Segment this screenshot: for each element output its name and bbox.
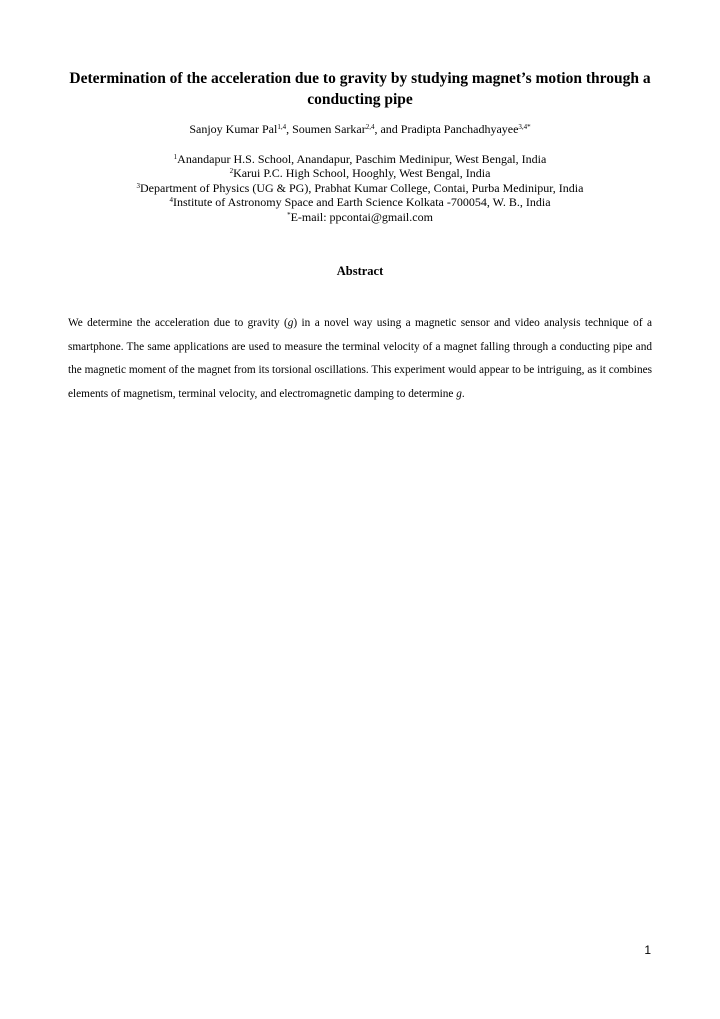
- affiliation-text: E-mail: ppcontai@gmail.com: [290, 209, 433, 224]
- page-number: 1: [644, 943, 651, 957]
- affiliation: [60, 152, 660, 166]
- affiliation-text: Karui P.C. High School, Hooghly, West Bengal, India: [233, 166, 491, 181]
- author: [401, 122, 531, 136]
- affiliation-mark: 2: [229, 167, 234, 176]
- author: [189, 122, 292, 136]
- affiliation-mark: 3: [136, 181, 141, 190]
- affiliation: [60, 195, 660, 209]
- author-name: Soumen Sarkar: [292, 122, 366, 136]
- abstract-segment: ) in a novel way using a magnetic sensor and video analysis technique of a smartphone. The same applications are used to measure the terminal velocity of a magnet falling through a conducting pipe and the magnetic moment of the magnet from its torsional oscillations. This experiment would appear to be intriguing, as it combines elements of magnetism, terminal velocity, and electromagnetic damping to determine: [68, 317, 652, 400]
- author-name: Pradipta Panchadhyayee: [400, 122, 519, 136]
- author-list: [60, 121, 660, 137]
- affiliation-list: [60, 152, 660, 224]
- abstract-segment: .: [461, 387, 465, 400]
- affiliation-marks: 3,4*: [518, 123, 531, 131]
- affiliation-mark: 1: [173, 153, 178, 161]
- author-separator: ,: [286, 122, 293, 136]
- abstract-segment: We determine the acceleration due to gravity (: [68, 317, 288, 329]
- abstract-symbol: g: [456, 387, 462, 400]
- abstract-symbol: g: [287, 317, 294, 329]
- affiliation-marks: 2,4: [365, 123, 375, 131]
- affiliation: [60, 181, 660, 195]
- affiliation-text: Anandapur H.S. School, Anandapur, Paschim Medinipur, West Bengal, India: [177, 152, 547, 166]
- author: [292, 122, 401, 136]
- paper-title: Determination of the acceleration due to gravity by studying magnet’s motion through a conducting pipe: [69, 70, 651, 108]
- affiliation-mark: *: [287, 210, 291, 219]
- contact-email: [60, 210, 660, 224]
- affiliation-text: Institute of Astronomy Space and Earth Science Kolkata -700054, W. B., India: [172, 195, 551, 210]
- affiliation-text: Department of Physics (UG & PG), Prabhat Kumar College, Contai, Purba Medinipur, India: [140, 180, 584, 195]
- affiliation: [60, 166, 660, 180]
- author-name: Sanjoy Kumar Pal: [189, 122, 278, 136]
- abstract-heading: Abstract: [336, 264, 384, 278]
- affiliation-mark: 4: [169, 196, 173, 205]
- author-separator: , and: [374, 122, 401, 136]
- abstract-text: [68, 312, 652, 406]
- affiliation-marks: 1,4: [277, 123, 287, 131]
